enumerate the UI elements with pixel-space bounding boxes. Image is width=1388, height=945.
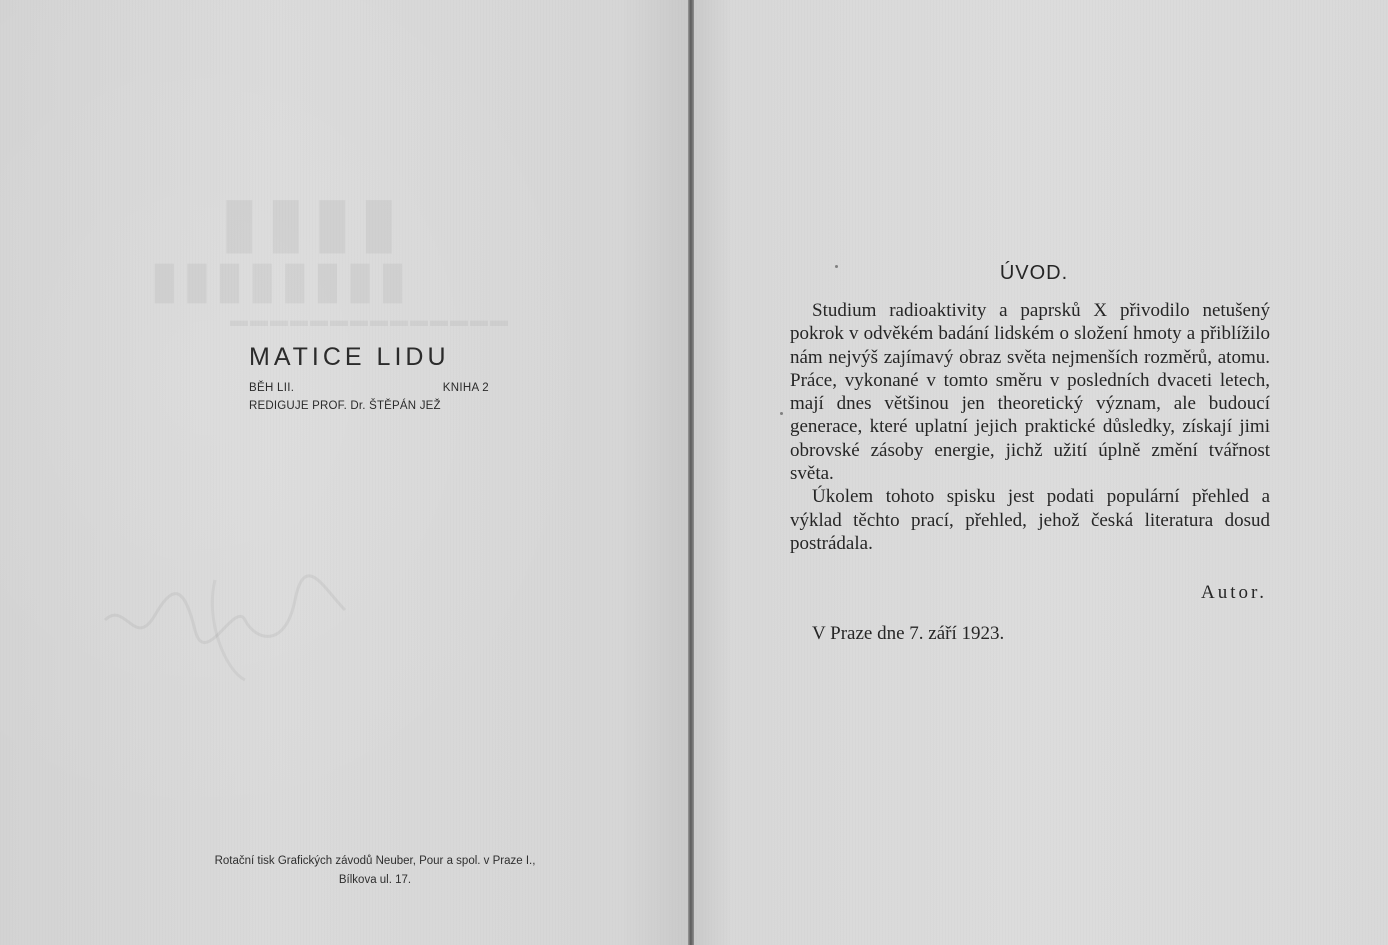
series-book: KNIHA 2 bbox=[442, 382, 489, 394]
printer-line-2: Bílkova ul. 17. bbox=[338, 874, 412, 886]
bleed-through: ▮▮▮▮▮▮▮▮ bbox=[150, 252, 411, 309]
author-signature: Autor. bbox=[1200, 582, 1267, 604]
paragraph-2: Úkolem tohoto spisku jest podati populární přehled a výklad těchto prací, přehled, jehož česká literatura dosud postrádala. bbox=[790, 486, 1270, 554]
introduction-body bbox=[790, 299, 1270, 555]
printer-imprint bbox=[150, 852, 600, 890]
faint-handwriting-mark bbox=[95, 560, 355, 690]
introduction-heading: ÚVOD. bbox=[999, 262, 1069, 284]
paragraph-1: Studium radioaktivity a paprsků X přivodilo netušený pokrok v odvěkém badání lidském o složení hmoty a přiblížilo nám nejvýš zajímavý obraz světa nejmenších rozměrů, atomu. Práce, vykonané v tomto směru v posledních dvaceti letech, mají dnes většinou jen theoretický význam, ale budoucí generace, které uplatní jejich praktické důsledky, získají jimi obrovské zásoby energie, jichž užití úplně změní tvářnost světa. bbox=[790, 300, 1270, 485]
bleed-through: ▮▮▮▮ bbox=[220, 184, 407, 261]
right-page bbox=[690, 0, 1388, 945]
series-editor: REDIGUJE PROF. Dr. ŠTĚPÁN JEŽ bbox=[249, 400, 441, 412]
paper-speck bbox=[780, 412, 783, 415]
series-volume-row bbox=[249, 382, 489, 394]
dateline: V Praze dne 7. září 1923. bbox=[812, 623, 1005, 645]
series-title: MATICE LIDU bbox=[249, 343, 450, 371]
left-page bbox=[0, 0, 690, 945]
printer-line-1: Rotační tisk Grafických závodů Neuber, Pour a spol. v Praze I., bbox=[214, 855, 536, 867]
bleed-through: ▬▬▬▬▬▬▬▬▬▬▬▬▬▬ bbox=[230, 310, 510, 330]
series-block bbox=[249, 343, 489, 412]
series-volume: BĚH LII. bbox=[249, 382, 295, 394]
book-gutter bbox=[688, 0, 694, 945]
introduction bbox=[790, 262, 1270, 645]
